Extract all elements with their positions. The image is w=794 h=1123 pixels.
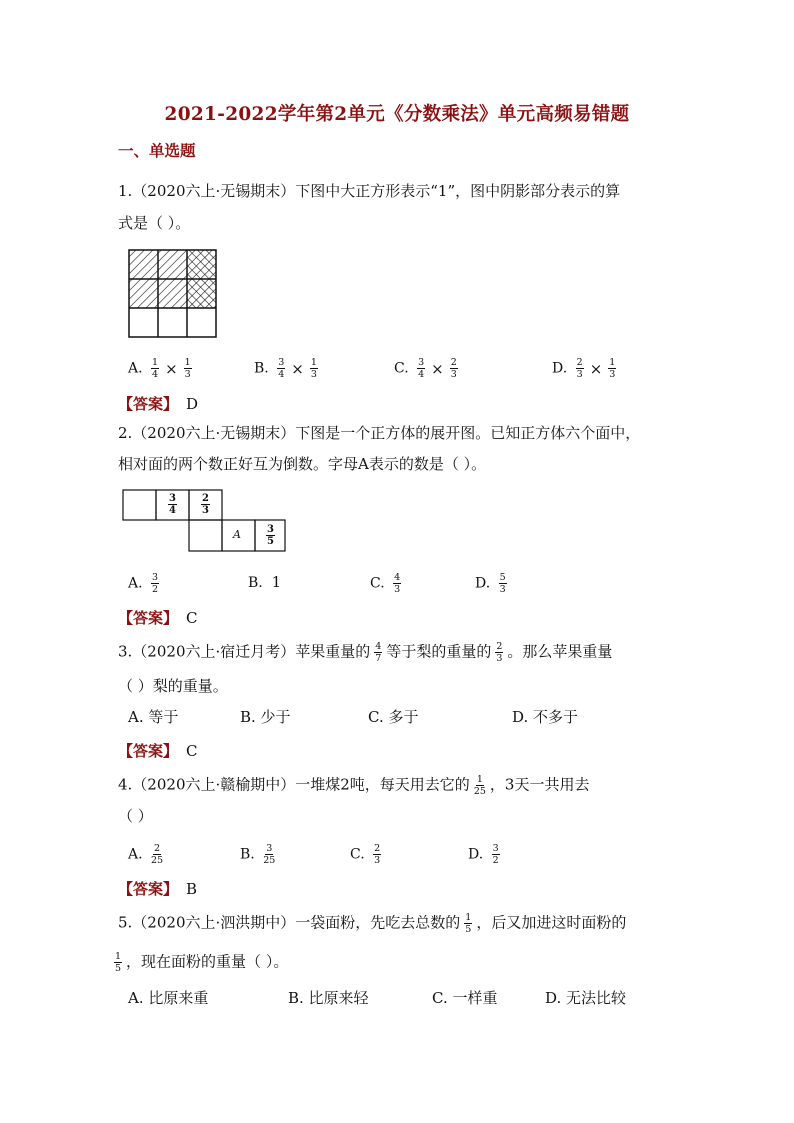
q1-option-a[interactable]: A. $\frac{1}{4}$ × $\frac{1}{3}$ (128, 357, 191, 380)
q5-option-b[interactable]: B. 比原来轻 (288, 989, 369, 1007)
page-title: 2021-2022学年第2单元《分数乘法》单元高频易错题 (164, 104, 630, 125)
q5-option-d[interactable]: D. 无法比较 (545, 989, 627, 1007)
q5-stem-line1: 5.（2020六上·泗洪期中）一袋面粉，先吃去总数的 $\frac{1}{5}$ ，后又加进这时面粉的 (118, 912, 627, 935)
q4-answer: 【答案】 B (118, 880, 198, 898)
q4-option-a[interactable]: A. $\frac{2}{25}$ (128, 843, 164, 866)
q5-stem-line2: $\frac{1}{5}$ ，现在面粉的重量（ ）。 (115, 951, 289, 974)
q1-option-c[interactable]: C. $\frac{3}{4}$ × $\frac{2}{3}$ (394, 357, 457, 380)
q3-stem-line1: 3.（2020六上·宿迁月考）苹果重量的 $\frac{4}{7}$ 等于梨的重量的 $\frac{2}{3}$ 。那么苹果重量 (118, 641, 613, 664)
q1-option-b[interactable]: B. $\frac{3}{4}$ × $\frac{1}{3}$ (254, 357, 317, 380)
q2-option-b[interactable]: B. 1 (248, 573, 282, 591)
q2-option-c[interactable]: C. $\frac{4}{3}$ (370, 572, 401, 595)
q3-option-a[interactable]: A. 等于 (128, 708, 179, 726)
q3-stem-line2: （ ）梨的重量。 (118, 677, 228, 695)
q4-stem-line2: （ ） (118, 807, 153, 825)
q3-option-c[interactable]: C. 多于 (368, 708, 419, 726)
q2-answer: 【答案】 C (118, 609, 198, 627)
q1-stem-line1: 1.（2020六上·无锡期末）下图中大正方形表示“1”，图中阴影部分表示的算 (118, 182, 621, 200)
q2-option-d[interactable]: D. $\frac{5}{3}$ (475, 572, 506, 595)
section-heading: 一、单选题 (118, 141, 196, 160)
net-letter-a: A (233, 528, 241, 541)
q2-stem-line1: 2.（2020六上·无锡期末）下图是一个正方体的展开图。已知正方体六个面中， (118, 424, 641, 442)
q1-option-d[interactable]: D. $\frac{2}{3}$ × $\frac{1}{3}$ (552, 357, 616, 380)
q1-stem-line2: 式是（ ）。 (118, 214, 191, 232)
q3-option-b[interactable]: B. 少于 (240, 708, 291, 726)
q3-option-d[interactable]: D. 不多于 (512, 708, 579, 726)
q1-answer: 【答案】 D (118, 395, 199, 413)
q3-answer: 【答案】 C (118, 742, 198, 760)
q1-grid-figure (128, 249, 218, 339)
q2-cube-net: $\frac{3}{4}$ $\frac{2}{3}$ A $\frac{3}{5}$ (122, 489, 287, 554)
q2-option-a[interactable]: A. $\frac{3}{2}$ (128, 572, 159, 595)
q4-stem-line1: 4.（2020六上·赣榆期中）一堆煤2吨，每天用去它的 $\frac{1}{25}$ ，3天一共用去 (118, 774, 590, 797)
q4-option-d[interactable]: D. $\frac{3}{2}$ (468, 843, 499, 866)
q4-option-c[interactable]: C. $\frac{2}{3}$ (350, 843, 381, 866)
q4-option-b[interactable]: B. $\frac{3}{25}$ (240, 843, 276, 866)
q5-option-c[interactable]: C. 一样重 (432, 989, 498, 1007)
q2-stem-line2: 相对面的两个数正好互为倒数。字母A表示的数是（ ）。 (118, 455, 487, 473)
q5-option-a[interactable]: A. 比原来重 (128, 989, 209, 1007)
